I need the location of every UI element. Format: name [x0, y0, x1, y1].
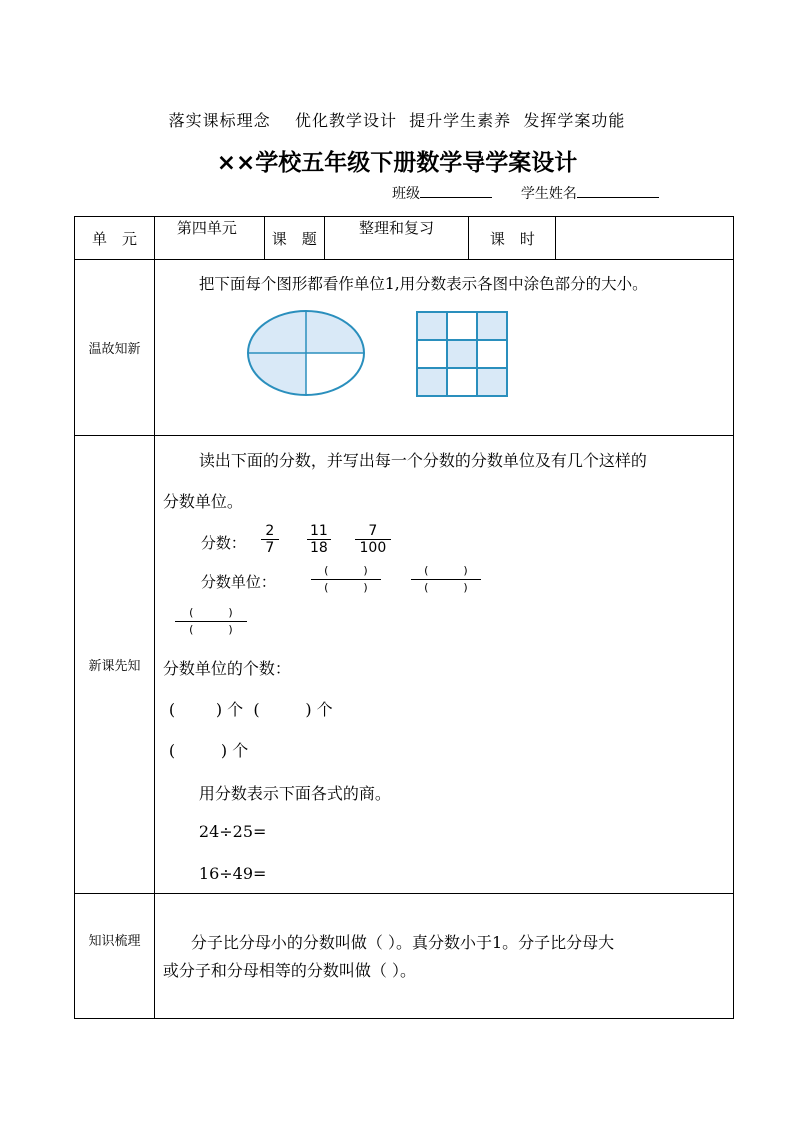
fraction-denominator: 18	[309, 540, 328, 556]
review-label: 温故知新	[75, 260, 155, 436]
blank-paren: ( )	[324, 581, 368, 594]
fractions-label: 分数：	[200, 534, 246, 552]
quotient-intro: 用分数表示下面各式的商。	[198, 784, 391, 803]
count-line1: ( ) 个 ( ) 个	[168, 700, 333, 719]
new-lesson-row	[75, 436, 734, 894]
period-value	[556, 217, 734, 260]
unit-blank-1	[311, 564, 381, 595]
fraction-numerator: 11	[309, 523, 328, 539]
class-label: 班级	[392, 186, 420, 202]
new-lesson-content	[154, 436, 733, 894]
unit-value: 第四单元	[154, 217, 264, 260]
topic-label: 课 题	[264, 217, 324, 260]
blank-paren: ( )	[424, 581, 468, 594]
class-blank	[420, 183, 492, 198]
new-lesson-label: 新课先知	[75, 436, 155, 894]
blank-paren: ( )	[189, 623, 233, 636]
class-line	[392, 183, 659, 203]
unit-blank-3	[175, 606, 247, 637]
blank-paren: ( )	[424, 564, 468, 577]
blank-paren: ( )	[324, 564, 368, 577]
count-label: 分数单位的个数：	[162, 659, 291, 678]
student-name-label: 学生姓名	[520, 186, 577, 202]
unit-blank-2	[411, 564, 481, 595]
fraction-denominator: 7	[265, 540, 275, 556]
knowledge-line1: 分子比分母小的分数叫做（ ）。真分数小于1。分子比分母大	[190, 933, 615, 952]
fraction-2-7	[261, 524, 279, 555]
expression-2: 16÷49=	[198, 864, 267, 883]
fraction-11-18	[307, 524, 331, 555]
info-row	[75, 217, 734, 260]
fraction-numerator: 7	[368, 523, 378, 539]
review-instruction: 把下面每个图形都看作单位1,用分数表示各图中涂色部分的大小。	[198, 275, 648, 293]
fraction-unit-label: 分数单位：	[200, 573, 276, 591]
shaded-ellipse-figure	[243, 308, 371, 398]
count-line2: ( ) 个	[168, 741, 249, 760]
new-lesson-line2: 分数单位。	[162, 492, 243, 511]
expression-1: 24÷25=	[198, 822, 267, 841]
fraction-denominator: 100	[359, 540, 387, 556]
fraction-7-100	[355, 524, 391, 555]
student-name-blank	[577, 183, 659, 198]
knowledge-content	[154, 894, 733, 1019]
period-label: 课 时	[469, 217, 556, 260]
topic-value: 整理和复习	[324, 217, 469, 260]
new-lesson-line1: 读出下面的分数，并写出每一个分数的分数单位及有几个这样的	[198, 451, 647, 470]
knowledge-line2: 或分子和分母相等的分数叫做（ ）。	[162, 961, 416, 980]
review-row	[75, 260, 734, 436]
knowledge-row	[75, 894, 734, 1019]
unit-label: 单 元	[75, 217, 155, 260]
fraction-numerator: 2	[265, 523, 275, 539]
worksheet-table	[74, 216, 734, 1019]
motto: 落实课标理念 优化教学设计 提升学生素养 发挥学案功能	[168, 111, 626, 130]
blank-paren: ( )	[189, 606, 233, 619]
review-content	[154, 260, 733, 436]
knowledge-label: 知识梳理	[75, 894, 155, 1019]
shaded-grid-figure	[415, 310, 509, 398]
page-title: ××学校五年级下册数学导学案设计	[216, 150, 578, 176]
